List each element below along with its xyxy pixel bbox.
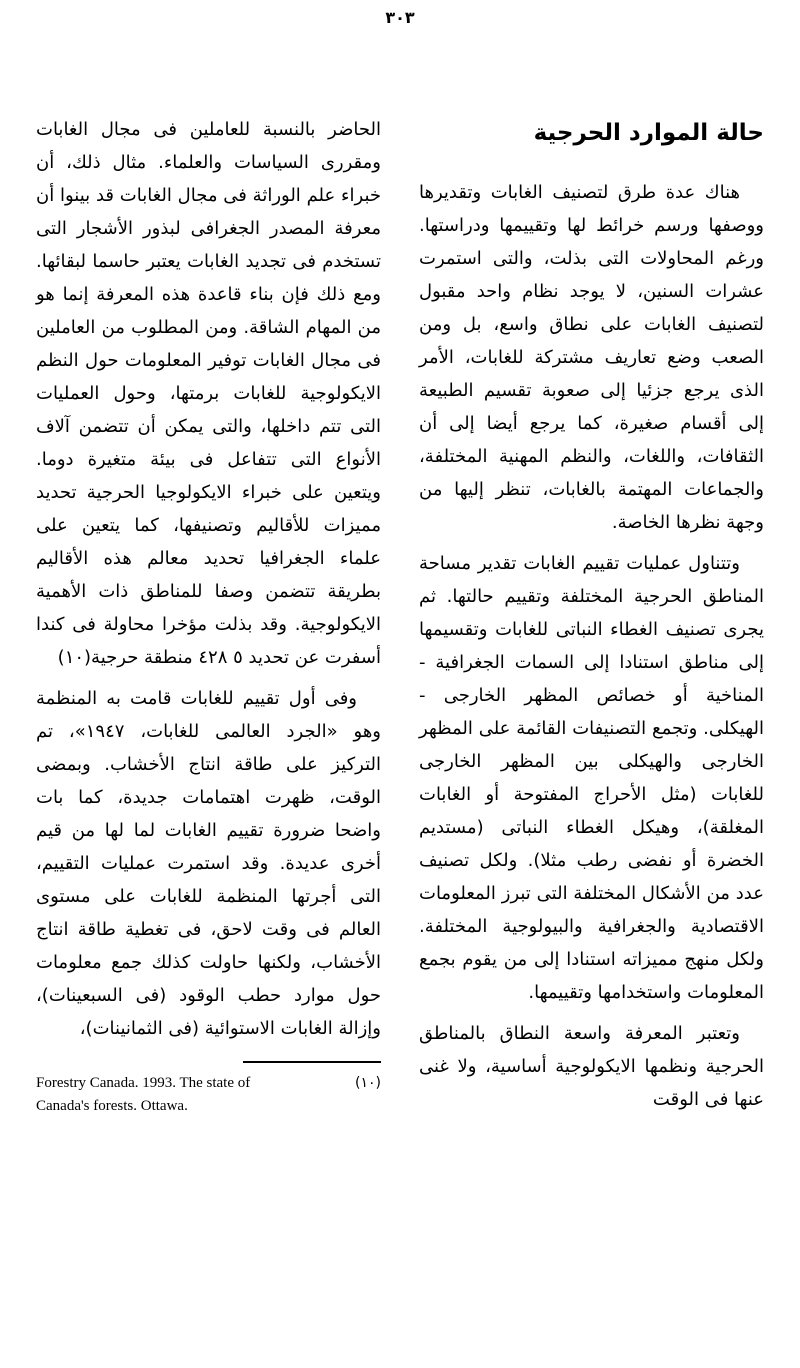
- footnote-marker: (١٠): [355, 1075, 381, 1091]
- footnote: [36, 1061, 381, 1118]
- paragraph-left-1: الحاضر بالنسبة للعاملين فى مجال الغابات ومقررى السياسات والعلماء. مثال ذلك، أن خبراء علم الوراثة فى مجال الغابات قد بينوا أن معرفة المصدر الجغرافى لبذور الأشجار التى تستخدم فى تجديد الغابات يعتبر حاسما لبقائها. ومع ذلك فإن بناء قاعدة هذه المعرفة إنما هو من المهام الشاقة. ومن المطلوب من العاملين فى مجال الغابات توفير المعلومات حول النظم الايكولوجية للغابات برمتها، وحول العمليات التى تتم داخلها، والتى يمكن أن تتضمن آلاف الأنواع التى تتفاعل فى بيئة متغيرة دوما. ويتعين على خبراء الايكولوجيا الحرجية تحديد مميزات للأقاليم وتصنيفها، كما يتعين على علماء الجغرافيا تحديد معالم هذه الأقاليم بطريقة تتضمن وصفا للمناطق ذات الأهمية الايكولوجية. وقد بذلت مؤخرا محاولة فى كندا أسفرت عن تحديد ٥ ٤٢٨ منطقة حرجية(١٠): [36, 119, 381, 668]
- section-heading: حالة الموارد الحرجية: [533, 120, 764, 146]
- page-number: ٣٠٣: [385, 8, 415, 27]
- paragraph-right-1: هناك عدة طرق لتصنيف الغابات وتقديرها ووصفها ورسم خرائط لها وتقييمها ودراستها. ورغم المحاولات التى بذلت، والتى استمرت عشرات السنين، لا يوجد نظام واحد مقبول لتصنيف الغابات على نطاق واسع، بل ومن الصعب وضع تعاريف مشتركة للغابات، الأمر الذى يرجع جزئيا إلى صعوبة تقسيم الطبيعة إلى أقسام صغيرة، كما يرجع أيضا إلى أن الثقافات، واللغات، والنظم المهنية المختلفة، والجماعات المهتمة بالغابات، تنظر إليها من وجهة نظرها الخاصة.: [419, 182, 764, 533]
- paragraph-right-2: وتتناول عمليات تقييم الغابات تقدير مساحة المناطق الحرجية المختلفة وتقييم حالتها. ثم يجرى تصنيف الغطاء النباتى للغابات وتقسيمها إلى مناطق استنادا إلى السمات الجغرافية - المناخية أو خصائص المظهر الخارجى - الهيكلى. وتجمع التصنيفات القائمة على المظهر الخارجى والهيكلى بين المظهر الخارجى للغابات (مثل الأحراج المفتوحة أو الغابات المغلقة)، وهيكل الغطاء النباتى (مستديم الخضرة أو نفضى رطب مثلا). ولكل تصنيف عدد من الأشكال المختلفة التى تبرز المعلومات الاقتصادية والجغرافية والبيولوجية المختلفة. ولكل منهج مميزاته استنادا إلى من يقوم بجمع المعلومات واستخدامها وتقييمها.: [419, 553, 764, 1003]
- paragraph-right-3: وتعتبر المعرفة واسعة النطاق بالمناطق الحرجية ونظمها الايكولوجية أساسية، ولا غنى عنها فى الوقت: [419, 1023, 764, 1110]
- left-column: [36, 113, 381, 1124]
- footnote-citation-end: Canada's forests. Ottawa.: [36, 1098, 188, 1114]
- footnote-line-1: [36, 1072, 381, 1095]
- paragraph-left-2: وفى أول تقييم للغابات قامت به المنظمة وهو «الجرد العالمى للغابات، ١٩٤٧»، تم التركيز على طاقة انتاج الأخشاب. وبمضى الوقت، ظهرت اهتمامات جديدة، كما بات واضحا ضرورة تقييم الغابات لما لها من قيم أخرى عديدة. وقد استمرت عمليات التقييم، التى أجرتها المنظمة للغابات على مستوى العالم فى وقت لاحق، فى تغطية طاقة انتاج الأخشاب، ولكنها حاولت كذلك جمع معلومات حول موارد حطب الوقود (فى السبعينات)، وإزالة الغابات الاستوائية (فى الثمانينات)،: [36, 688, 381, 1039]
- footnote-divider: [243, 1061, 381, 1063]
- right-column: [419, 113, 764, 1124]
- footnote-citation-start: Forestry Canada. 1993. The state of: [36, 1075, 251, 1091]
- content-columns: [0, 113, 800, 1124]
